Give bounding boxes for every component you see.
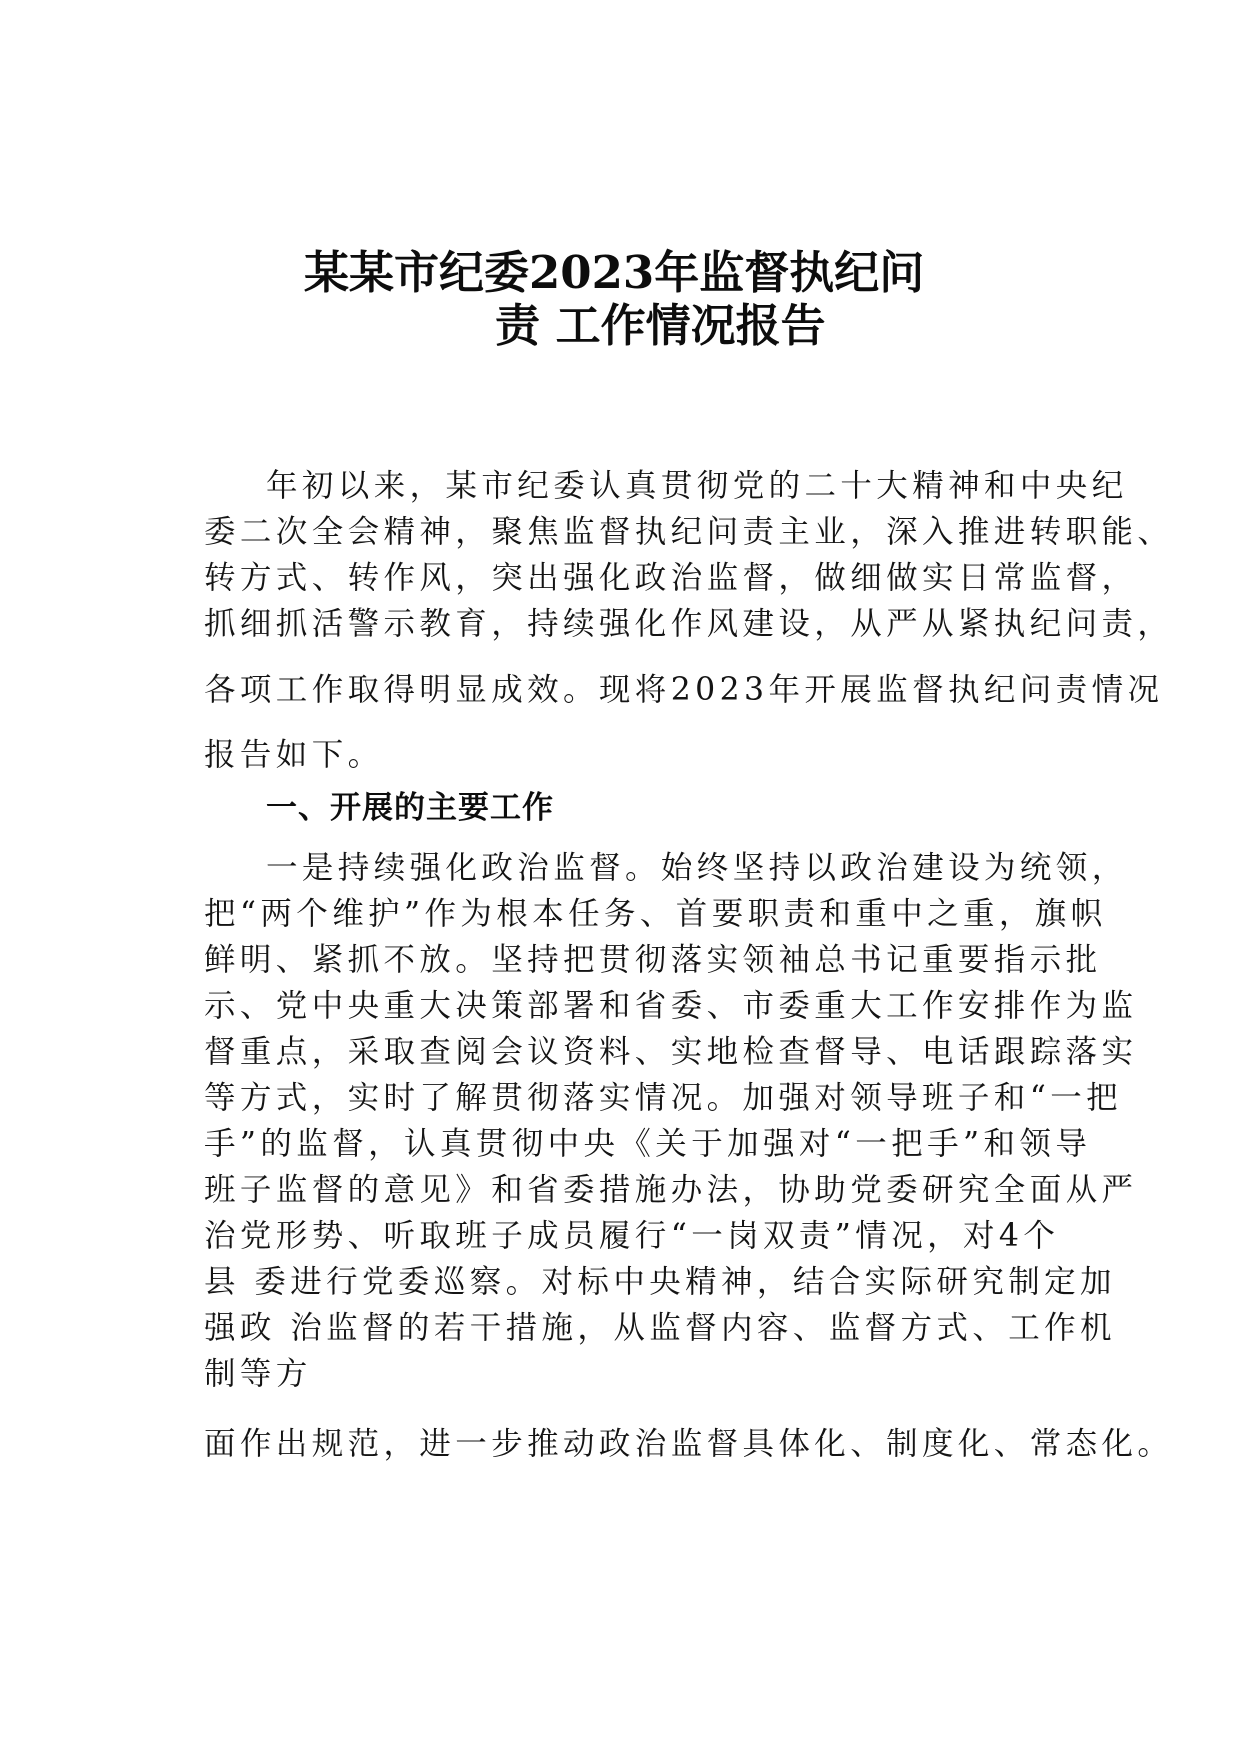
section-paragraph-line: 鲜明、紧抓不放。坚持把贯彻落实领袖总书记重要指示批: [204, 942, 1102, 978]
section-paragraph-line: 班子监督的意见》和省委措施办法，协助党委研究全面从严: [204, 1172, 1138, 1208]
intro-paragraph-line: 委二次全会精神，聚焦监督执纪问责主业，深入推进转职能、: [204, 514, 1174, 550]
section-paragraph-line: 强政 治监督的若干措施，从监督内容、监督方式、工作机: [204, 1310, 1116, 1346]
section-paragraph-line: 制等方: [204, 1356, 312, 1392]
intro-paragraph-line: 年初以来，某市纪委认真贯彻党的二十大精神和中央纪: [266, 468, 1128, 504]
section-paragraph-line: 县 委进行党委巡察。对标中央精神，结合实际研究制定加: [204, 1264, 1116, 1300]
section-paragraph-line: 把“两个维护”作为根本任务、首要职责和重中之重，旗帜: [204, 896, 1107, 932]
intro-paragraph-line: 各项工作取得明显成效。现将2023年开展监督执纪问责情况: [204, 672, 1164, 708]
section-paragraph-line: 等方式，实时了解贯彻落实情况。加强对领导班子和“一把: [204, 1080, 1123, 1116]
section-paragraph-line: 手”的监督，认真贯彻中央《关于加强对“一把手”和领导: [204, 1126, 1092, 1162]
intro-paragraph-line: 报告如下。: [204, 737, 384, 773]
intro-paragraph-line: 转方式、转作风，突出强化政治监督，做细做实日常监督，: [204, 560, 1138, 596]
document-title-line-2: 责 工作情况报告: [495, 299, 826, 352]
section-paragraph-line: 治党形势、听取班子成员履行“一岗双责”情况，对4个: [204, 1218, 1060, 1254]
document-title-line-1: 某某市纪委2023年监督执纪问: [304, 246, 925, 299]
intro-paragraph-line: 抓细抓活警示教育，持续强化作风建设，从严从紧执纪问责，: [204, 606, 1174, 642]
section-paragraph-line: 示、党中央重大决策部署和省委、市委重大工作安排作为监: [204, 988, 1138, 1024]
section-paragraph-line: 一是持续强化政治监督。始终坚持以政治建设为统领，: [266, 850, 1128, 886]
section-paragraph-line: 面作出规范，进一步推动政治监督具体化、制度化、常态化。: [204, 1426, 1174, 1462]
section-paragraph-line: 督重点，采取查阅会议资料、实地检查督导、电话跟踪落实: [204, 1034, 1138, 1070]
section-heading: 一、开展的主要工作: [266, 790, 554, 826]
